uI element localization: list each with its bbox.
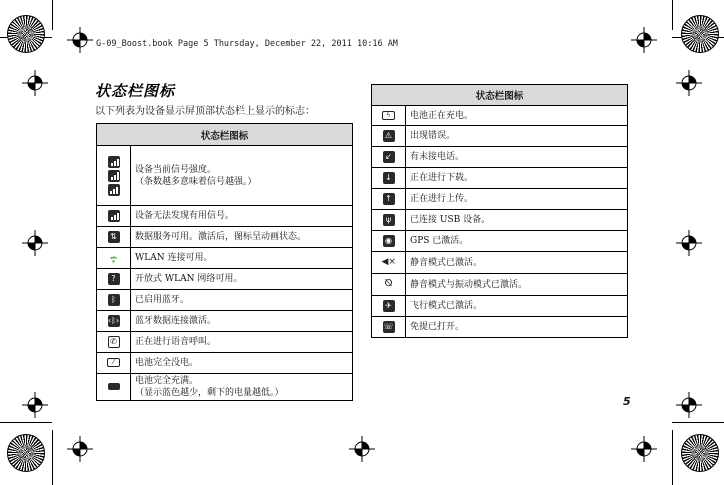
table-header: 状态栏图标 xyxy=(97,124,353,146)
registration-mark-icon xyxy=(22,392,48,418)
signal-strength-icon xyxy=(108,156,120,168)
registration-mark-icon xyxy=(22,230,48,256)
row-text: 蓝牙数据连接激活。 xyxy=(131,311,353,332)
table-row xyxy=(97,227,353,248)
starburst-mark-icon xyxy=(7,15,45,53)
table-row xyxy=(97,353,353,374)
table-row xyxy=(97,248,353,269)
table-row xyxy=(97,146,353,206)
table-row xyxy=(97,374,353,401)
row-text: 已启用蓝牙。 xyxy=(131,290,353,311)
row-text: 已连接 USB 设备。 xyxy=(406,210,628,231)
row-text: 静音模式与振动模式已激活。 xyxy=(406,274,628,296)
table-row xyxy=(372,231,628,252)
table-row xyxy=(372,168,628,189)
registration-mark-icon xyxy=(676,230,702,256)
row-text: 开放式 WLAN 网络可用。 xyxy=(131,269,353,290)
table-row xyxy=(97,332,353,353)
row-note: （条数越多意味着信号越强。） xyxy=(135,176,257,187)
data-service-icon: ⇅ xyxy=(108,231,120,243)
running-header: G-09_Boost.book Page 5 Thursday, December 22, 2011 10:16 AM xyxy=(96,39,398,49)
signal-strength-icon xyxy=(108,184,120,196)
page-number: 5 xyxy=(623,395,631,408)
open-wlan-icon: ? xyxy=(108,273,120,285)
starburst-mark-icon xyxy=(681,434,719,472)
registration-mark-icon xyxy=(349,436,375,462)
table-row xyxy=(97,269,353,290)
page-title: 状态栏图标 xyxy=(95,82,176,100)
starburst-mark-icon xyxy=(7,434,45,472)
airplane-mode-icon: ✈ xyxy=(383,300,395,312)
signal-strength-icons xyxy=(97,156,130,196)
row-text: 电池完全没电。 xyxy=(131,353,353,374)
registration-mark-icon xyxy=(676,392,702,418)
silent-mode-icon: ◀× xyxy=(381,257,396,268)
row-text: GPS 已激活。 xyxy=(406,231,628,252)
missed-call-icon: ↙ xyxy=(383,151,395,163)
no-signal-icon xyxy=(108,210,120,222)
bluetooth-data-icon: ‹ᛒ› xyxy=(107,316,120,325)
row-text: 设备当前信号强度。 xyxy=(135,164,217,175)
row-text: 飞行模式已激活。 xyxy=(406,296,628,317)
registration-mark-icon xyxy=(22,70,48,96)
voice-call-icon: ✆ xyxy=(108,336,120,348)
starburst-mark-icon xyxy=(681,15,719,53)
battery-empty-icon: ⁄ xyxy=(107,358,120,367)
row-text: 电池完全充满。 xyxy=(135,376,199,386)
table-row xyxy=(372,147,628,168)
battery-charging-icon: ϟ xyxy=(382,111,395,120)
table-row xyxy=(372,189,628,210)
status-icons-table-right xyxy=(371,84,628,338)
silent-vibrate-icon: ⦰ xyxy=(382,279,396,289)
intro-text: 以下列表为设备显示屏顶部状态栏上显示的标志： xyxy=(95,106,315,117)
row-text: 有未接电话。 xyxy=(406,147,628,168)
table-row xyxy=(372,126,628,147)
registration-mark-icon xyxy=(631,27,657,53)
upload-icon: ↑ xyxy=(383,193,395,205)
row-text: 静音模式已激活。 xyxy=(406,252,628,274)
table-row xyxy=(372,317,628,338)
registration-mark-icon xyxy=(67,436,93,462)
row-text: 出现错误。 xyxy=(406,126,628,147)
battery-full-icon xyxy=(108,383,120,390)
row-text: 正在进行语音呼叫。 xyxy=(131,332,353,353)
row-text: 设备无法发现有用信号。 xyxy=(131,206,353,227)
row-text: 数据服务可用。激活后，图标呈动画状态。 xyxy=(131,227,353,248)
registration-mark-icon xyxy=(67,27,93,53)
table-row xyxy=(372,296,628,317)
table-row xyxy=(372,252,628,274)
row-text: 免提已打开。 xyxy=(406,317,628,338)
download-icon: ↓ xyxy=(383,172,395,184)
table-row xyxy=(372,210,628,231)
signal-strength-icon xyxy=(108,170,120,182)
table-row xyxy=(372,106,628,126)
row-text: 正在进行下载。 xyxy=(406,168,628,189)
wlan-icon xyxy=(107,253,121,263)
table-row xyxy=(97,311,353,332)
status-icons-table-left xyxy=(96,123,353,401)
table-row xyxy=(372,274,628,296)
row-text: 正在进行上传。 xyxy=(406,189,628,210)
row-text: WLAN 连接可用。 xyxy=(131,248,353,269)
registration-mark-icon xyxy=(676,70,702,96)
bluetooth-icon: ᛒ xyxy=(108,294,120,306)
table-row xyxy=(97,206,353,227)
registration-mark-icon xyxy=(631,436,657,462)
table-row xyxy=(97,290,353,311)
speakerphone-icon: ☏ xyxy=(383,322,394,331)
gps-icon: ◉ xyxy=(383,235,395,247)
table-header: 状态栏图标 xyxy=(372,85,628,106)
row-note: （显示蓝色越少，剩下的电量越低。） xyxy=(135,388,284,398)
usb-icon: ψ xyxy=(383,214,395,226)
row-text: 电池正在充电。 xyxy=(406,106,628,126)
error-icon: ⚠ xyxy=(383,130,395,142)
